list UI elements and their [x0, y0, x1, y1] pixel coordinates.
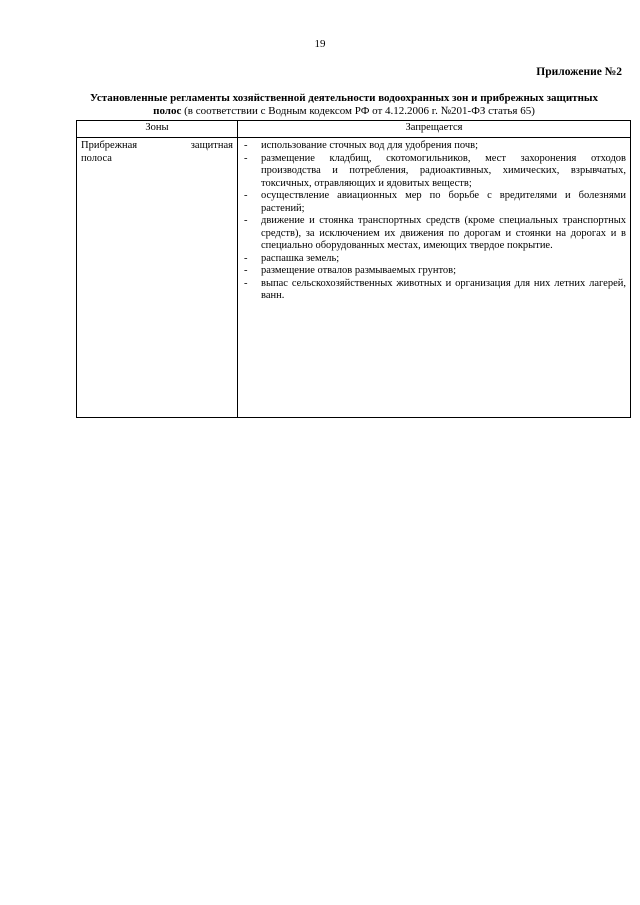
- header-prohibited: Запрещается: [238, 121, 631, 138]
- document-title: [76, 92, 612, 118]
- list-item: - размещение кладбищ, скотомогильников, мест захоронения отходов производства и потребления, радиоактивных, химических, взрывчатых, токсичных, отравляющих и ядовитых веществ;: [242, 153, 626, 191]
- zone-line: [81, 140, 233, 153]
- header-zones: Зоны: [77, 121, 238, 138]
- list-item: - движение и стоянка транспортных средств (кроме специальных транспортных средств), за исключением их движения по дорогам и стоянки на дорогах и в специально оборудованных местах, имеющих твердое покрытие.: [242, 215, 626, 253]
- zone-cell: [77, 138, 238, 418]
- list-item: - выпас сельскохозяйственных животных и организация для них летних лагерей, ванн.: [242, 278, 626, 303]
- prohibited-list: [242, 140, 626, 303]
- title-reference: (в соответствии с Водным кодексом РФ от 4.12.2006 г. №201-ФЗ статья 65): [181, 105, 535, 117]
- list-item: - распашка земель;: [242, 253, 626, 266]
- page-number: 19: [314, 38, 326, 50]
- zone-word: полоса: [81, 152, 112, 164]
- prohibited-cell: [238, 138, 631, 418]
- table-row: [77, 138, 631, 418]
- list-item: - размещение отвалов размываемых грунтов;: [242, 265, 626, 278]
- title-bold: Установленные регламенты хозяйственной деятельности водоохранных зон и прибрежных защитных полос: [89, 92, 599, 117]
- regulations-table: [76, 120, 631, 418]
- zone-word: Прибрежная: [81, 140, 138, 151]
- list-item: - использование сточных вод для удобрения почв;: [242, 140, 626, 153]
- zone-word: защитная: [190, 140, 233, 151]
- appendix-label: Приложение №2: [536, 66, 622, 78]
- list-item: - осуществление авиационных мер по борьбе с вредителями и болезнями растений;: [242, 190, 626, 215]
- table-header-row: [77, 121, 631, 138]
